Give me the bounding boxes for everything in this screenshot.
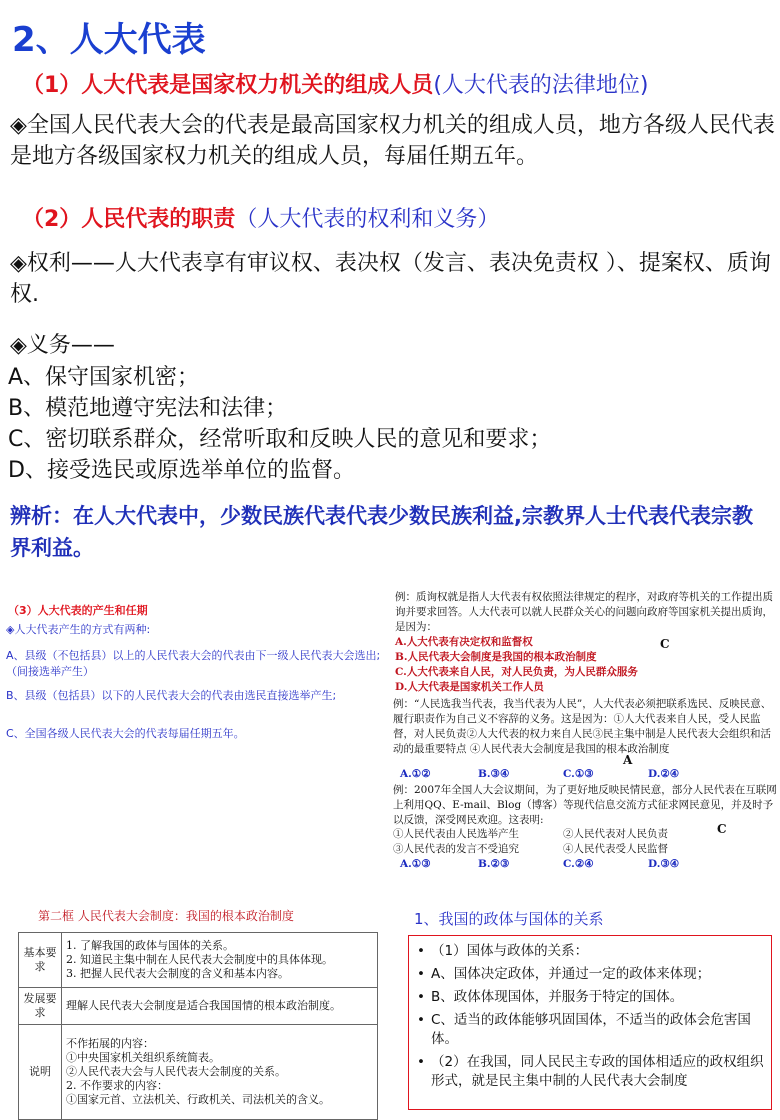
example3-choices [400,857,770,872]
option: ①人民代表由人民选举产生 [393,828,519,840]
option: D.人大代表是国家机关工作人员 [395,681,544,693]
row-line: 1. 了解我国的政体与国体的关系。 [66,939,234,952]
section3-item-c: C、全国各级人民代表大会的代表每届任期五年。 [6,727,245,740]
row-line: ①中央国家机关组织系统简表。 [66,1051,220,1064]
table-row [19,933,378,988]
table-row [19,988,378,1025]
row-line: 2. 知道民主集中制在人民代表大会制度中的具体体现。 [66,953,333,966]
list-item: • B、政体体现国体，并服务于特定的国体。 [417,988,765,1007]
list-item: B、模范地遵守宪法和法律； [8,396,288,421]
option: C.人大代表来自人民，对人民负责，为人民群众服务 [395,666,638,678]
example1-answer: C [660,637,670,651]
duties-label: ◈义务—— [10,333,115,358]
choice: C.①③ [563,768,594,780]
section3-heading: （3）人大代表的产生和任期 [8,604,148,617]
choice: D.③④ [648,858,680,870]
example3-answer: C [717,822,727,836]
choice: A.①② [400,768,431,780]
relation-box [408,935,772,1110]
option: ③人民代表的发言不受追究 [393,843,519,855]
choice: A.①③ [400,858,431,870]
row-line: ②人民代表大会与人民代表大会制度的关系。 [66,1065,286,1078]
example2-choices [400,767,770,782]
option: A.人大代表有决定权和监督权 [395,636,533,648]
rights-paragraph: ◈权利——人大代表享有审议权、表决权（发言、表决免责权 ）、提案权、质询权. [10,251,771,307]
list-item: • A、国体决定政体，并通过一定的政体来体现； [417,965,765,984]
row-line: ①国家元首、立法机关、行政机关、司法机关的含义。 [66,1093,330,1106]
relation-list [417,942,765,1091]
example1-stem: 例：质询权就是指人大代表有权依照法律规定的程序，对政府等机关的工作提出质询并要求回答。人大代表可以就人民群众关心的问题向政府等国家机关提出质询，是因为： [395,591,773,633]
section1-heading-red: （1）人大代表是国家权力机关的组成人员 [22,73,434,98]
row-line: 不作拓展的内容： [66,1037,154,1050]
table-row [19,1025,378,1120]
row-label: 基本要求 [19,933,62,988]
duties-list [8,362,773,486]
row-content [62,1025,378,1120]
example2-answer: A [623,753,633,767]
option: ④人民代表受人民监督 [563,843,668,855]
option: ②人民代表对人民负责 [563,828,668,840]
example3-options [393,827,713,857]
section1-heading [22,68,780,99]
example2-stem: 例：“人民选我当代表，我当代表为人民”，人大代表必须把联系选民、反映民意、履行职责作为自己义不容辞的义务。这是因为：①人大代表来自人民，受人民监督，对人民负责②人大代表的权力来自人民③民主集中制是人民代表大会组织和活动的最重要特点 ④人民代表大会制度是我国的根本政治制度 [393,698,772,755]
page-title: 2、人大代表 [12,20,206,60]
section3-intro: ◈人大代表产生的方式有两种: [6,623,151,636]
list-item: • （2）在我国，同人民民主专政的国体相适应的政权组织形式，就是民主集中制的人民代表大会制度 [417,1053,765,1091]
section3-item-a: A、县级（不包括县）以上的人民代表大会的代表由下一级人民代表大会选出;（间接选举产生） [6,649,381,678]
list-item: • （1）国体与政体的关系： [417,942,765,961]
row-line: 理解人民代表大会制度是适合我国国情的根本政治制度。 [66,999,341,1012]
plan-table [18,932,378,1120]
section1-heading-blue: (人大代表的法律地位) [433,73,649,98]
section2-heading-blue: （人大代表的权利和义务） [235,207,500,232]
choice: B.②③ [478,858,510,870]
choice: B.③④ [478,768,510,780]
choice: D.②④ [648,768,680,780]
row-line: 3. 把握人民代表大会制度的含义和基本内容。 [66,967,289,980]
relation-heading: 1、我国的政体与国体的关系 [414,910,604,928]
analysis-paragraph: 辨析：在人大代表中，少数民族代表代表少数民族利益,宗教界人士代表代表宗教界利益。 [10,504,753,560]
section2-heading-red: （2）人民代表的职责 [22,207,236,232]
list-item: C、密切联系群众，经常听取和反映人民的意见和要求； [8,427,552,452]
section2-heading [22,202,780,233]
row-line: 2. 不作要求的内容： [66,1079,168,1092]
row-label: 说明 [19,1025,62,1120]
choice: C.②④ [563,858,594,870]
section3-item-b: B、县级（包括县）以下的人民代表大会的代表由选民直接选举产生; [6,689,337,702]
example3-stem: 例：2007年全国人大会议期间，为了更好地反映民情民意，部分人民代表在互联网上利用QQ、E-mail、Blog（博客）等现代信息交流方式征求网民意见，并及时予以反馈，深受网民欢迎。这表明: [393,784,777,826]
list-item: D、接受选民或原选举单位的监督。 [8,458,355,483]
option: B.人民代表大会制度是我国的根本政治制度 [395,651,597,663]
section1-paragraph: ◈全国人民代表大会的代表是最高国家权力机关的组成人员，地方各级人民代表是地方各级国家权力机关的组成人员，每届任期五年。 [10,113,775,169]
row-content [62,933,378,988]
list-item: • C、适当的政体能够巩固国体，不适当的政体会危害国体。 [417,1011,765,1049]
row-label: 发展要求 [19,988,62,1025]
row-content [62,988,378,1025]
plan-heading: 第二框 人民代表大会制度：我国的根本政治制度 [38,909,294,923]
example1-options [395,635,645,695]
list-item: A、保守国家机密； [8,365,200,390]
